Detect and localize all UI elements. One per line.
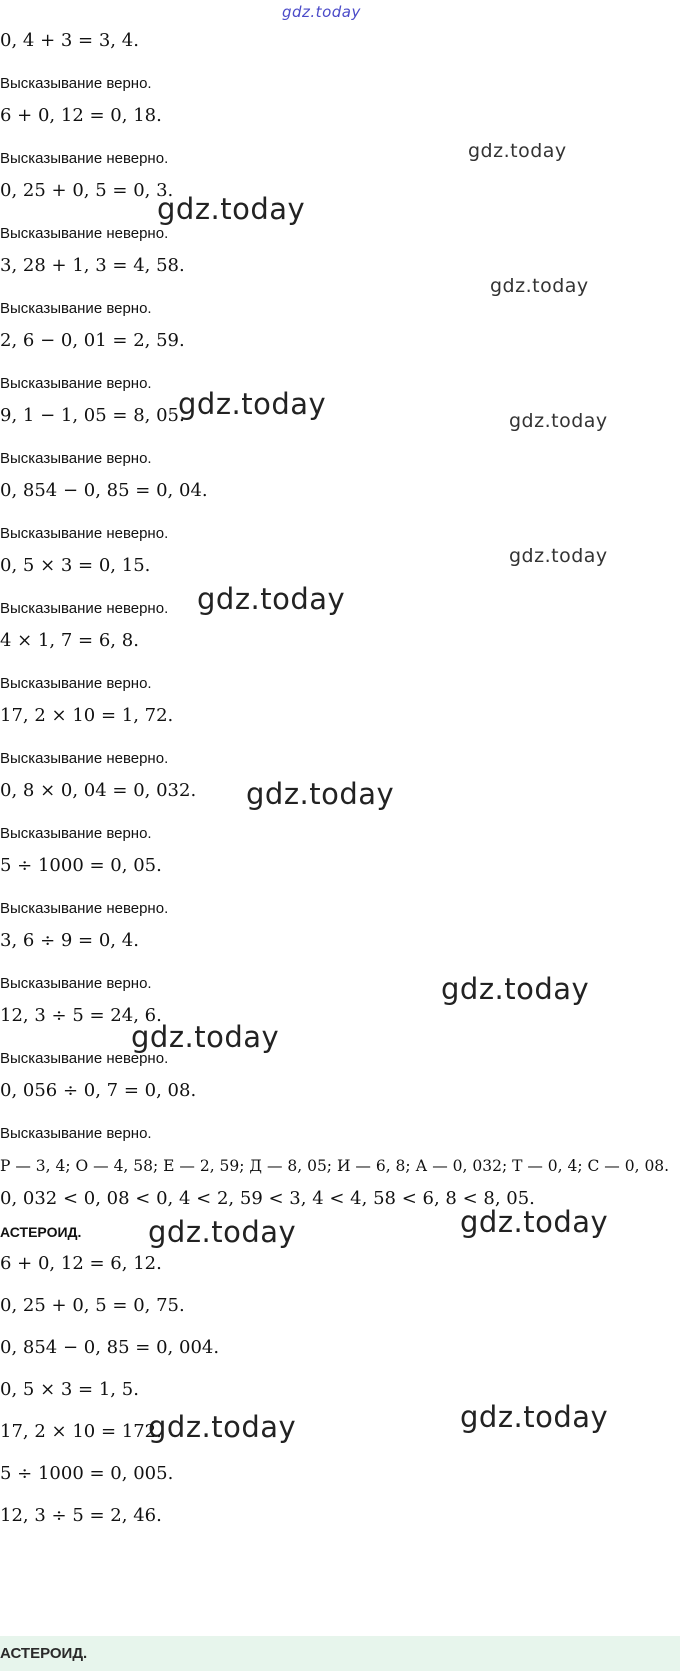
equation: 0, 854 − 0, 85 = 0, 04. [0, 480, 208, 501]
equation: 0, 25 + 0, 5 = 0, 3. [0, 180, 174, 201]
watermark: gdz.today [460, 1205, 609, 1239]
answer-word: АСТЕРОИД. [0, 1224, 82, 1240]
statement: Высказывание верно. [0, 300, 152, 317]
equation: 9, 1 − 1, 05 = 8, 05. [0, 405, 185, 426]
watermark: gdz.today [460, 1400, 609, 1434]
statement: Высказывание неверно. [0, 150, 169, 167]
statement: Высказывание неверно. [0, 750, 169, 767]
equation: 0, 25 + 0, 5 = 0, 75. [0, 1295, 185, 1316]
equation: 3, 28 + 1, 3 = 4, 58. [0, 255, 185, 276]
equation: 5 ÷ 1000 = 0, 05. [0, 855, 162, 876]
equation: 0, 5 × 3 = 0, 15. [0, 555, 151, 576]
equation: 3, 6 ÷ 9 = 0, 4. [0, 930, 139, 951]
watermark: gdz.today [509, 410, 608, 432]
statement: Высказывание неверно. [0, 600, 169, 617]
statement: Высказывание верно. [0, 675, 152, 692]
statement: Высказывание верно. [0, 450, 152, 467]
final-answer: АСТЕРОИД. [0, 1645, 88, 1662]
statement: Высказывание верно. [0, 825, 152, 842]
ordering: 0, 032 < 0, 08 < 0, 4 < 2, 59 < 3, 4 < 4, 58 < 6, 8 < 8, 05. [0, 1188, 535, 1209]
statement: Высказывание верно. [0, 975, 152, 992]
watermark: gdz.today [441, 972, 590, 1006]
equation: 17, 2 × 10 = 172. [0, 1421, 162, 1442]
equation: 0, 8 × 0, 04 = 0, 032. [0, 780, 197, 801]
watermark: gdz.today [148, 1215, 297, 1249]
watermark: gdz.today [157, 192, 306, 226]
equation: 6 + 0, 12 = 0, 18. [0, 105, 162, 126]
equation: 5 ÷ 1000 = 0, 005. [0, 1463, 174, 1484]
statement: Высказывание неверно. [0, 225, 169, 242]
letter-mapping: Р — 3, 4; О — 4, 58; Е — 2, 59; Д — 8, 05; И — 6, 8; А — 0, 032; Т — 0, 4; С — 0, 08. [0, 1157, 670, 1175]
watermark: gdz.today [509, 545, 608, 567]
equation: 6 + 0, 12 = 6, 12. [0, 1253, 162, 1274]
answer-highlight [0, 1636, 680, 1671]
equation: 0, 056 ÷ 0, 7 = 0, 08. [0, 1080, 197, 1101]
watermark: gdz.today [131, 1020, 280, 1054]
equation: 17, 2 × 10 = 1, 72. [0, 705, 174, 726]
watermark-top: gdz.today [282, 3, 361, 21]
statement: Высказывание неверно. [0, 525, 169, 542]
equation: 0, 5 × 3 = 1, 5. [0, 1379, 139, 1400]
statement: Высказывание верно. [0, 75, 152, 92]
watermark: gdz.today [178, 387, 327, 421]
equation: 2, 6 − 0, 01 = 2, 59. [0, 330, 185, 351]
equation: 4 × 1, 7 = 6, 8. [0, 630, 139, 651]
watermark: gdz.today [197, 582, 346, 616]
watermark: gdz.today [148, 1410, 297, 1444]
equation: 12, 3 ÷ 5 = 24, 6. [0, 1005, 162, 1026]
watermark: gdz.today [490, 275, 589, 297]
equation: 0, 854 − 0, 85 = 0, 004. [0, 1337, 220, 1358]
statement: Высказывание неверно. [0, 1050, 169, 1067]
watermark: gdz.today [468, 140, 567, 162]
statement: Высказывание верно. [0, 1125, 152, 1142]
statement: Высказывание неверно. [0, 900, 169, 917]
watermark: gdz.today [246, 777, 395, 811]
equation: 0, 4 + 3 = 3, 4. [0, 30, 139, 51]
equation: 12, 3 ÷ 5 = 2, 46. [0, 1505, 162, 1526]
statement: Высказывание верно. [0, 375, 152, 392]
